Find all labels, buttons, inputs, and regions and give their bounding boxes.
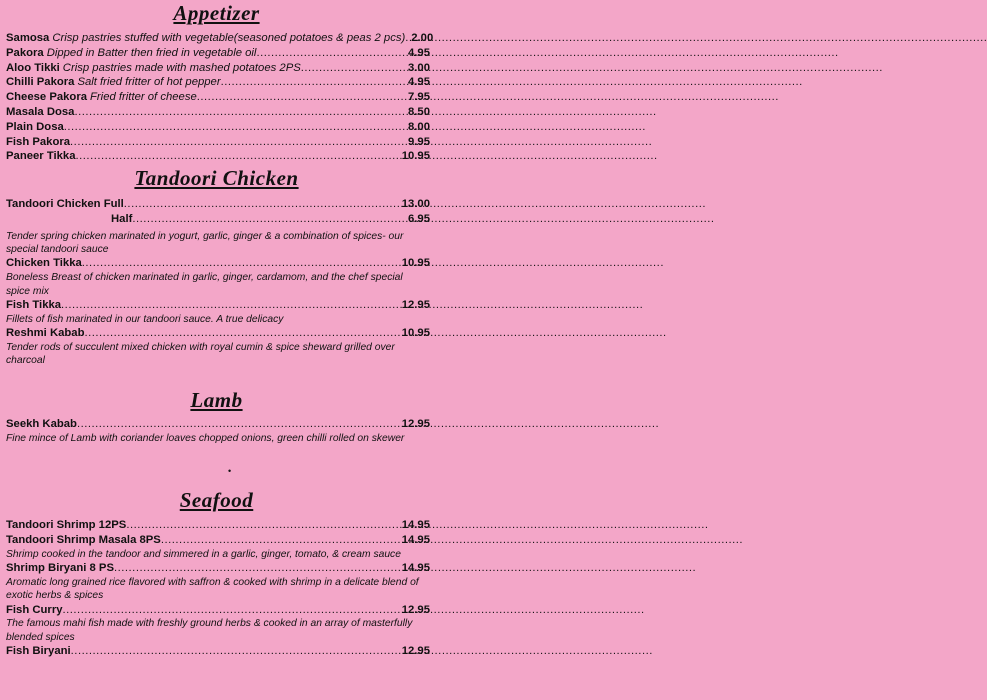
- item-description: Tender rods of succulent mixed chicken with royal cumin & spice sheward grilled over charcoal: [6, 342, 395, 367]
- menu-item: [0, 120, 433, 135]
- item-description: The famous mahi fish made with freshly ground herbs & cooked in an array of masterfully blended spices: [6, 618, 413, 643]
- menu-item: [0, 561, 433, 576]
- menu-page: [0, 0, 433, 700]
- item-price: 12.95: [401, 418, 430, 430]
- leader-dots: [70, 135, 406, 150]
- menu-item: [0, 197, 433, 212]
- leader-dots: [301, 61, 406, 76]
- item-price: 10.95: [401, 257, 430, 270]
- leader-dots: [256, 46, 406, 61]
- menu-item: [0, 603, 433, 618]
- item-price: 14.95: [401, 519, 430, 531]
- tandoori-section: [0, 168, 433, 368]
- menu-item: [0, 298, 433, 313]
- lamb-list: [0, 417, 433, 445]
- leader-dots: [126, 518, 399, 533]
- item-price: 12.95: [401, 299, 430, 312]
- item-description: Dipped in Batter then fried in vegetable oil: [46, 46, 257, 59]
- leader-dots: [82, 256, 400, 271]
- item-description: Boneless Breast of chicken marinated in garlic, ginger, cardamom, and the chef special spice mix: [6, 272, 403, 297]
- item-name: Plain Dosa: [6, 120, 64, 133]
- item-name: Fish Pakora: [6, 135, 71, 148]
- appetizer-heading: Appetizer: [173, 1, 260, 25]
- item-name: Tandoori Shrimp 12PS: [6, 519, 127, 531]
- item-name: Samosa: [6, 32, 50, 44]
- menu-item: [0, 135, 433, 150]
- item-description: Crisp pastries stuffed with vegetable(seasoned potatoes & peas 2 pcs): [52, 32, 406, 44]
- item-description: Tender spring chicken marinated in yogurt, garlic, ginger & a combination of spices- our special tandoori sauce: [6, 230, 404, 255]
- menu-item: [0, 533, 433, 548]
- menu-item: [0, 75, 433, 90]
- item-description: Salt fried fritter of hot pepper: [77, 76, 221, 89]
- menu-item: [0, 31, 433, 46]
- item-description: Fillets of fish marinated in our tandoori sauce. A true delicacy: [6, 313, 284, 325]
- item-price: 8.50: [408, 105, 430, 118]
- leader-dots: [64, 120, 406, 135]
- item-price: 6.95: [408, 212, 430, 225]
- menu-item: [0, 644, 433, 659]
- item-price: 10.95: [401, 150, 430, 163]
- leader-dots: [76, 149, 400, 164]
- item-price: 9.95: [408, 135, 430, 148]
- seafood-heading: Seafood: [179, 488, 254, 512]
- item-name: Reshmi Kabab: [6, 327, 85, 340]
- appetizer-section: [0, 3, 433, 164]
- item-name: Masala Dosa: [6, 105, 75, 118]
- item-name: Paneer Tikka: [6, 150, 76, 163]
- item-description: Fried fritter of cheese: [90, 91, 197, 104]
- seafood-section: [0, 490, 433, 659]
- menu-item: [0, 212, 433, 227]
- item-name: Tandoori Shrimp Masala 8PS: [6, 533, 161, 546]
- leader-dots: [61, 298, 400, 313]
- item-description: Shrimp cooked in the tandoor and simmered in a garlic, ginger, tomato, & cream sauce: [6, 548, 401, 560]
- item-price: 7.95: [408, 91, 430, 104]
- item-name: Half: [111, 212, 133, 225]
- item-price: 2.00: [411, 32, 434, 44]
- lamb-heading: Lamb: [190, 388, 243, 412]
- leader-dots: [114, 561, 400, 576]
- menu-item: [0, 90, 433, 105]
- item-price: 12.95: [401, 603, 430, 616]
- menu-item: [0, 105, 433, 120]
- tandoori-list: [0, 256, 433, 367]
- item-price: 4.95: [408, 46, 430, 59]
- leader-dots: [63, 603, 400, 618]
- item-name: Fish Tikka: [6, 299, 62, 312]
- menu-item: [0, 46, 433, 61]
- item-name: Cheese Pakora: [6, 91, 88, 104]
- tandoori-heading: Tandoori Chicken: [134, 166, 299, 190]
- item-price: 4.95: [408, 76, 430, 89]
- leader-dots: [71, 644, 400, 659]
- item-price: 8.00: [408, 120, 430, 133]
- leader-dots: [74, 105, 406, 120]
- item-name: Shrimp Biryani 8 PS: [6, 562, 114, 574]
- item-price: 3.00: [408, 61, 430, 74]
- item-name: Tandoori Chicken Full: [6, 198, 124, 210]
- item-price: 12.95: [401, 645, 430, 658]
- item-name: Pakora: [6, 46, 44, 59]
- menu-item: [0, 61, 433, 76]
- item-price: 10.95: [401, 327, 430, 340]
- leader-dots: [197, 90, 406, 105]
- item-name: Aloo Tikki: [6, 61, 60, 74]
- menu-item: [0, 149, 433, 164]
- menu-item: [0, 256, 433, 271]
- menu-item: [0, 518, 433, 533]
- leader-dots: [77, 417, 400, 432]
- lamb-section: [0, 390, 433, 445]
- item-description: Crisp pastries made with mashed potatoes 2PS: [62, 61, 301, 74]
- item-description: Fine mince of Lamb with coriander loaves chopped onions, green chilli rolled on skewer: [6, 432, 405, 444]
- ornament: •: [228, 466, 232, 476]
- leader-dots: [84, 326, 399, 341]
- leader-dots: [405, 31, 409, 46]
- leader-dots: [124, 197, 400, 212]
- item-price: 14.95: [401, 533, 430, 546]
- leader-dots: [161, 533, 400, 548]
- item-name: Fish Curry: [6, 603, 63, 616]
- leader-dots: [132, 212, 406, 227]
- item-name: Chicken Tikka: [6, 257, 82, 270]
- leader-dots: [221, 75, 406, 90]
- seafood-list: [0, 518, 433, 659]
- item-description: Aromatic long grained rice flavored with saffron & cooked with shrimp in a delicate blend of exotic herbs & spices: [6, 576, 419, 602]
- item-name: Chilli Pakora: [6, 76, 75, 89]
- menu-item: [0, 417, 433, 432]
- appetizer-list: [0, 31, 433, 164]
- menu-item: [0, 326, 433, 341]
- item-price: 14.95: [401, 562, 430, 574]
- item-price: 13.00: [401, 198, 430, 210]
- item-name: Seekh Kabab: [6, 418, 77, 430]
- item-name: Fish Biryani: [6, 645, 71, 658]
